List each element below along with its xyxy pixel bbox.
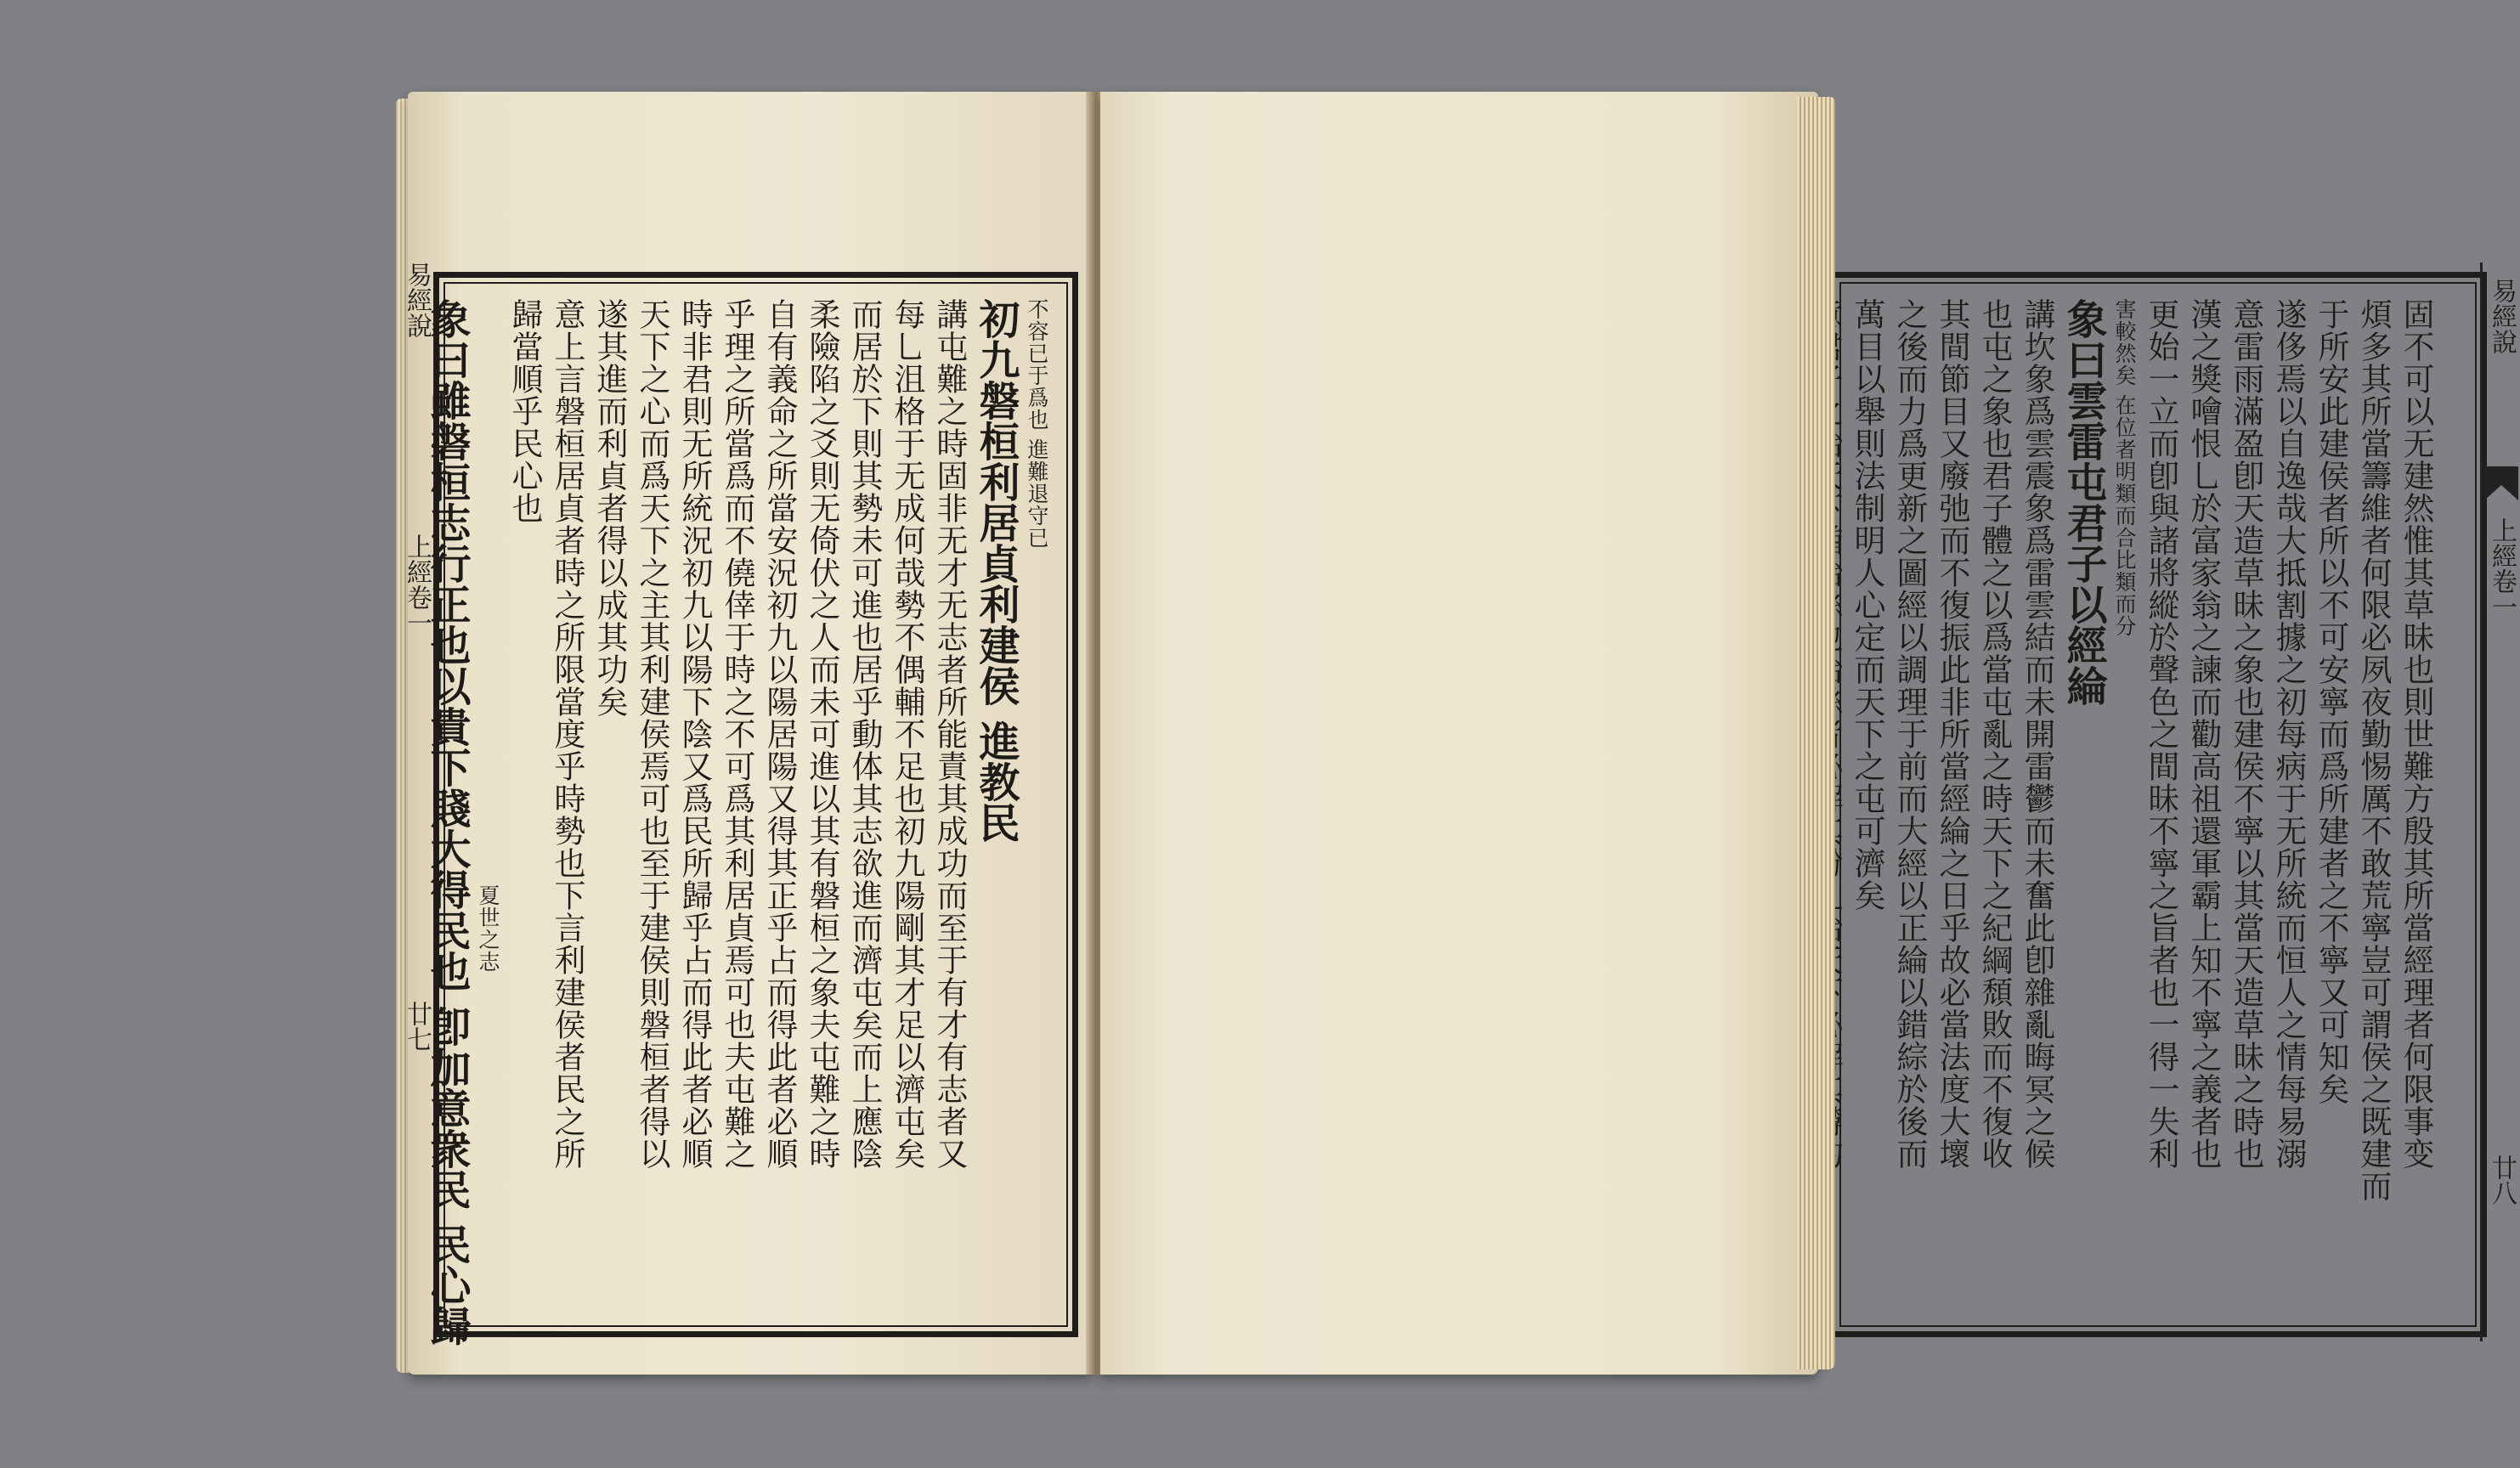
text-column: 天下之心而爲天下之主其利建侯焉可也至于建侯則磐桓者得以 (634, 298, 670, 1170)
text-column: 也屯之象也君子體之以爲當屯亂之時天下之紀綱頹敗而不復收 (1976, 298, 2013, 1170)
text-column: 乎理之所當爲而不僥倖于時之不可爲其利居貞焉可也夫屯難之 (719, 298, 755, 1170)
text-column: 自有義命之所當安況初九以陽居陽又得其正乎占而得此者必順 (761, 298, 798, 1170)
text-column: 時非君則无所統況初九以陽下陰又爲民所歸乎占而得此者必順 (676, 298, 713, 1170)
margin-book-title: 易經說 (2487, 278, 2517, 354)
text-column: 象曰雲雷屯君子以經綸 (2060, 298, 2107, 706)
margin-volume-title: 上經卷一 (2487, 517, 2517, 619)
text-column: 其間節目又廢弛而不復振此非所當經綸之日乎故必當法度大壞 (1934, 298, 1970, 1170)
text-column: 每乚沮格于无成何哉勢不偶輔不足也初九陽剛其才足以濟屯矣 (889, 298, 925, 1170)
text-column: 夏世之志 (476, 884, 500, 973)
right-page-edges (1797, 97, 1835, 1369)
left-text-frame (423, 272, 1078, 1347)
left-page (408, 92, 1092, 1375)
right-page (1100, 92, 2517, 1375)
page-center-margin (2480, 263, 2520, 1341)
text-column: 初九磐桓利居貞利建侯 進教民 (972, 298, 1020, 843)
text-column: 講坎象爲雲震象爲雷雲結而未開雷鬱而未奮此卽雜亂晦冥之候 (2019, 298, 2055, 1170)
left-margin-book-title: 易經說 (402, 262, 432, 338)
left-margin-volume-title: 上經卷一 (402, 534, 432, 635)
right-text-frame (1829, 272, 2517, 1337)
open-book (399, 92, 2517, 1383)
left-margin-page-number: 廿七 (402, 1001, 432, 1052)
text-column: 之後而力爲更新之圖經以調理于前而大經以正綸以錯綜於後而 (1891, 298, 1928, 1170)
text-column: 遂其進而利貞者得以成其功矣 (591, 298, 628, 718)
text-column: 固不可以无建然惟其草昧也則世難方殷其所當經理者何限事变 (2398, 298, 2434, 1170)
text-column: 意上言磐桓居貞者時之所限當度乎時勢也下言利建侯者民之所 (549, 298, 585, 1170)
left-text-columns (423, 298, 1052, 1347)
text-column: 歸當順乎民心也 (506, 298, 543, 524)
text-column: 煩多其所當籌維者何限必夙夜勤惕厲不敢荒寧豈可謂侯之既建而 (2355, 298, 2392, 1202)
right-text-columns (1849, 298, 2437, 1311)
text-column: 更始一立而卽與諸將縱於聲色之間昧不寧之旨者也一得一失利 (2143, 298, 2179, 1170)
margin-page-number: 廿八 (2487, 1155, 2517, 1205)
text-column: 意雷雨滿盈卽天造草昧之象也建侯不寧以其當天造草昧之時也 (2228, 298, 2264, 1170)
text-column: 象曰雖磐桓志行正也以貴下賤大得民也 卽加意衆民 民心歸 (423, 298, 471, 1347)
text-column: 柔險陷之爻則无倚伏之人而未可進以其有磐桓之象夫屯難之時 (804, 298, 840, 1170)
text-column: 害較然矣 在位者明類而合比類而分 (2112, 298, 2137, 637)
text-column: 漢之獎噲恨乚於富家翁之諫而勸高祖還軍霸上知不寧之義者也 (2185, 298, 2222, 1170)
text-column: 不容已于爲也 進難退守已 (1025, 298, 1049, 549)
text-column: 萬目以舉則法制明人心定而天下之屯可濟矣 (1849, 298, 1885, 912)
text-column: 遂侈焉以自逸哉大抵割據之初每病于无所統而恒人之情每易溺 (2270, 298, 2307, 1170)
fish-tail-mark-icon (2484, 466, 2518, 500)
text-column: 于所安此建侯者所以不可安寧而爲所建者之不寧又可知矣 (2313, 298, 2349, 1105)
text-column: 而居於下則其勢未可進也居乎動体其志欲進而濟屯矣而上應陰 (846, 298, 883, 1170)
text-column: 講屯難之時固非无才无志者所能責其成功而至于有才有志者又 (931, 298, 968, 1170)
